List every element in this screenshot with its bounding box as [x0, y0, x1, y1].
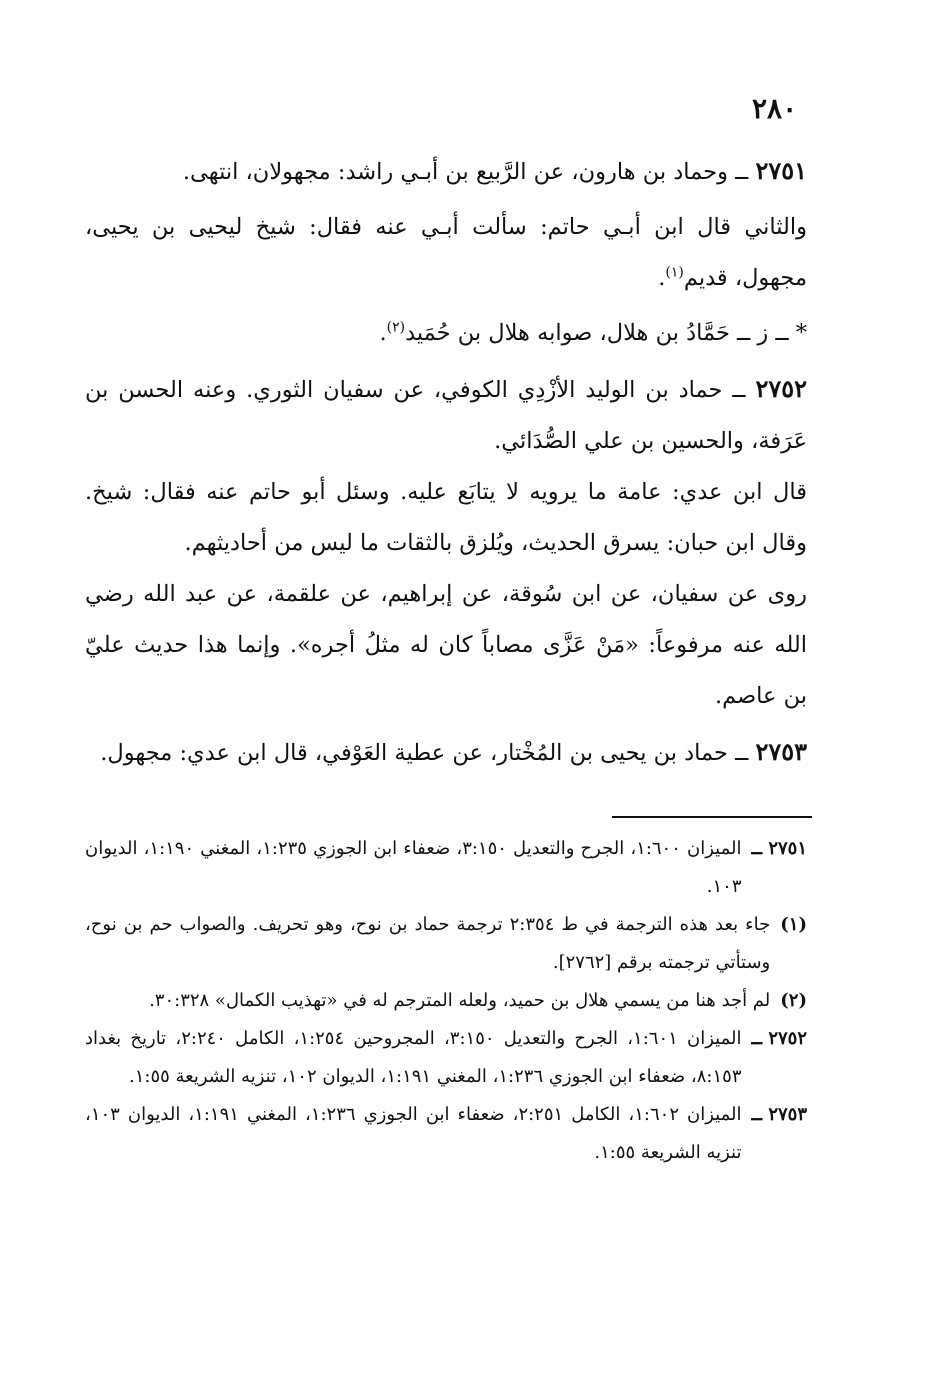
entry-number: ٢٧٥١ [755, 156, 807, 185]
footnote-label: ٢٧٥٣ ــ [751, 1104, 807, 1125]
footnotes [85, 830, 807, 1172]
paragraph-text: * ــ ز ــ حَمَّادُ بن هلال، صوابه هلال بن حُمَيد [405, 320, 807, 346]
entry-2753 [85, 726, 807, 779]
footnote-marker-2[interactable]: (٢) [386, 319, 406, 336]
footnote-label: ٢٧٥٢ ــ [751, 1028, 807, 1049]
footnote-separator [612, 816, 812, 818]
paragraph-second-narrator [85, 202, 807, 304]
paragraph-narration: روى عن سفيان، عن ابن سُوقة، عن إبراهيم، عن علقمة، عن عبد الله رضي الله عنه مرفوعاً: «مَنْ عَزَّى مصاباً كان له مثلُ أجره». وإنما هذا حديث عليّ بن عاصم. [85, 581, 807, 709]
footnote-label: (١) [780, 914, 807, 935]
footnote-text: لم أجد هنا من يسمي هلال بن حميد، ولعله المترجم له في «تهذيب الكمال» ٣٠:٣٢٨. [149, 990, 771, 1011]
footnote-2752 [85, 1020, 807, 1096]
punctuation: . [658, 265, 666, 291]
punctuation: . [379, 320, 387, 346]
entry-number: ٢٧٥٣ [755, 737, 807, 766]
footnote-2 [85, 982, 807, 1020]
entry-2751 [85, 145, 807, 198]
footnote-text: الميزان ١:٦٠٢، الكامل ٢:٢٥١، ضعفاء ابن الجوزي ١:٢٣٦، المغني ١:١٩١، الديوان ١٠٣، تنزيه الشريعة ١:٥٥. [85, 1104, 742, 1163]
entry-number: ٢٧٥٢ [755, 374, 807, 403]
page-number: ٢٨٠ [752, 92, 798, 125]
footnote-1 [85, 906, 807, 982]
footnote-2751 [85, 830, 807, 906]
main-text [85, 145, 807, 779]
entry-text: ــ حماد بن يحيى بن المُخْتار، عن عطية العَوْفي، قال ابن عدي: مجهول. [100, 740, 756, 766]
entry-text: ــ حماد بن الوليد الأزْدِي الكوفي، عن سفيان الثوري. وعنه الحسن بن عَرَفة، والحسين بن علي الصُّدَائي. [85, 377, 807, 454]
footnote-text: الميزان ١:٦٠٠، الجرح والتعديل ٣:١٥٠، ضعفاء ابن الجوزي ١:٢٣٥، المغني ١:١٩٠، الديوان ١٠٣. [85, 838, 742, 897]
footnote-marker-1[interactable]: (١) [665, 264, 684, 281]
entry-hammad-bin-hilal [85, 308, 807, 359]
footnote-2753 [85, 1096, 807, 1172]
paragraph-ibn-adi: قال ابن عدي: عامة ما يرويه لا يتابَع عليه. وسئل أبو حاتم عنه فقال: شيخ. وقال ابن حبان: يسرق الحديث، ويُلزق بالثقات ما ليس من أحاديثهم. [85, 479, 807, 556]
footnote-label: ٢٧٥١ ــ [751, 838, 807, 859]
paragraph-text: والثاني قال ابن أبـي حاتم: سألت أبـي عنه فقال: شيخ ليحيى بن يحيى، مجهول، قديم [85, 214, 807, 291]
footnote-label: (٢) [780, 990, 807, 1011]
entry-2752 [85, 363, 807, 467]
footnote-text: الميزان ١:٦٠١، الجرح والتعديل ٣:١٥٠، المجروحين ١:٢٥٤، الكامل ٢:٢٤٠، تاريخ بغداد ٨:١٥٣، ضعفاء ابن الجوزي ١:٢٣٦، المغني ١:١٩١، الديوان ١٠٢، تنزيه الشريعة ١:٥٥. [85, 1028, 742, 1087]
footnote-text: جاء بعد هذه الترجمة في ط ٢:٣٥٤ ترجمة حماد بن نوح، وهو تحريف. والصواب حم بن نوح، وستأتي ترجمته برقم [٢٧٦٢]. [85, 914, 771, 973]
entry-text: ــ وحماد بن هارون، عن الرَّبيع بن أبـي راشد: مجهولان، انتهى. [182, 159, 756, 185]
